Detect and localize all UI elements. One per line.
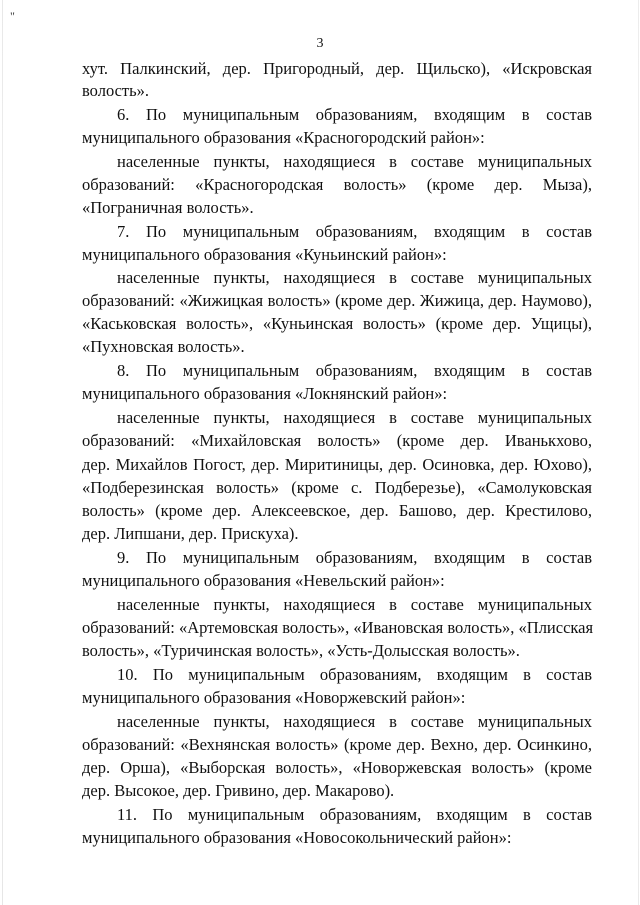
text-line: хут. Палкинский, дер. Пригородный, дер. Щильско), «Искровская bbox=[82, 59, 592, 78]
text-line: муниципального образования «Локнянский район»: bbox=[82, 384, 448, 403]
scan-edge-left bbox=[2, 0, 3, 905]
text-line: муниципального образования «Невельский район»: bbox=[82, 571, 445, 590]
text-line: дер. Орша), «Выборская волость», «Новоржевская волость» (кроме bbox=[82, 758, 592, 777]
text-line: населенные пункты, находящиеся в составе муниципальных bbox=[117, 408, 592, 427]
text-line: населенные пункты, находящиеся в составе муниципальных bbox=[117, 595, 592, 614]
text-line: образований: «Вехнянская волость» (кроме дер. Вехно, дер. Осинкино, bbox=[82, 735, 592, 754]
text-line: образований: «Михайловская волость» (кроме дер. Иванькхово, bbox=[82, 431, 592, 450]
page-number: 3 bbox=[316, 36, 324, 51]
text-line: муниципального образования «Новоржевский район»: bbox=[82, 688, 466, 707]
text-line: «Пограничная волость». bbox=[82, 198, 254, 217]
text-line: «Подберезинская волость» (кроме с. Подберезье), «Самолуковская bbox=[82, 478, 592, 497]
text-line: образований: «Красногородская волость» (кроме дер. Мыза), bbox=[82, 175, 592, 194]
scan-edge-right bbox=[638, 0, 639, 905]
text-line: 11. По муниципальным образованиям, входящим в состав bbox=[117, 805, 592, 824]
text-line: «Пухновская волость». bbox=[82, 337, 245, 356]
text-line: 10. По муниципальным образованиям, входящим в состав bbox=[117, 665, 592, 684]
text-line: населенные пункты, находящиеся в составе муниципальных bbox=[117, 268, 592, 287]
text-line: волость» (кроме дер. Алексеевское, дер. Башово, дер. Крестилово, bbox=[82, 501, 592, 520]
text-line: 8. По муниципальным образованиям, входящим в состав bbox=[117, 361, 592, 380]
text-line: муниципального образования «Куньинский район»: bbox=[82, 245, 447, 264]
text-line: 9. По муниципальным образованиям, входящим в состав bbox=[117, 548, 592, 567]
text-line: образований: «Жижицкая волость» (кроме дер. Жижица, дер. Наумово), bbox=[82, 291, 592, 310]
text-line: муниципального образования «Красногородский район»: bbox=[82, 128, 485, 147]
text-line: 6. По муниципальным образованиям, входящим в состав bbox=[117, 105, 592, 124]
text-line: дер. Липшани, дер. Прискуха). bbox=[82, 524, 299, 543]
text-line: «Каськовская волость», «Куньинская волость» (кроме дер. Ущицы), bbox=[82, 314, 592, 333]
text-line: муниципального образования «Новосокольнический район»: bbox=[82, 828, 512, 847]
text-line: 7. По муниципальным образованиям, входящим в состав bbox=[117, 222, 592, 241]
text-line: волость», «Туричинская волость», «Усть-Долысская волость». bbox=[82, 641, 520, 660]
text-line: образований: «Артемовская волость», «Ивановская волость», «Плисская bbox=[82, 618, 594, 637]
text-line: населенные пункты, находящиеся в составе муниципальных bbox=[117, 712, 592, 731]
text-line: дер. Высокое, дер. Гривино, дер. Макарово). bbox=[82, 781, 395, 800]
text-line: дер. Михайлов Погост, дер. Миритиницы, дер. Осиновка, дер. Юхово), bbox=[82, 455, 592, 474]
corner-mark: " bbox=[10, 9, 15, 23]
text-line: населенные пункты, находящиеся в составе муниципальных bbox=[117, 152, 592, 171]
text-line: волость». bbox=[82, 81, 150, 100]
